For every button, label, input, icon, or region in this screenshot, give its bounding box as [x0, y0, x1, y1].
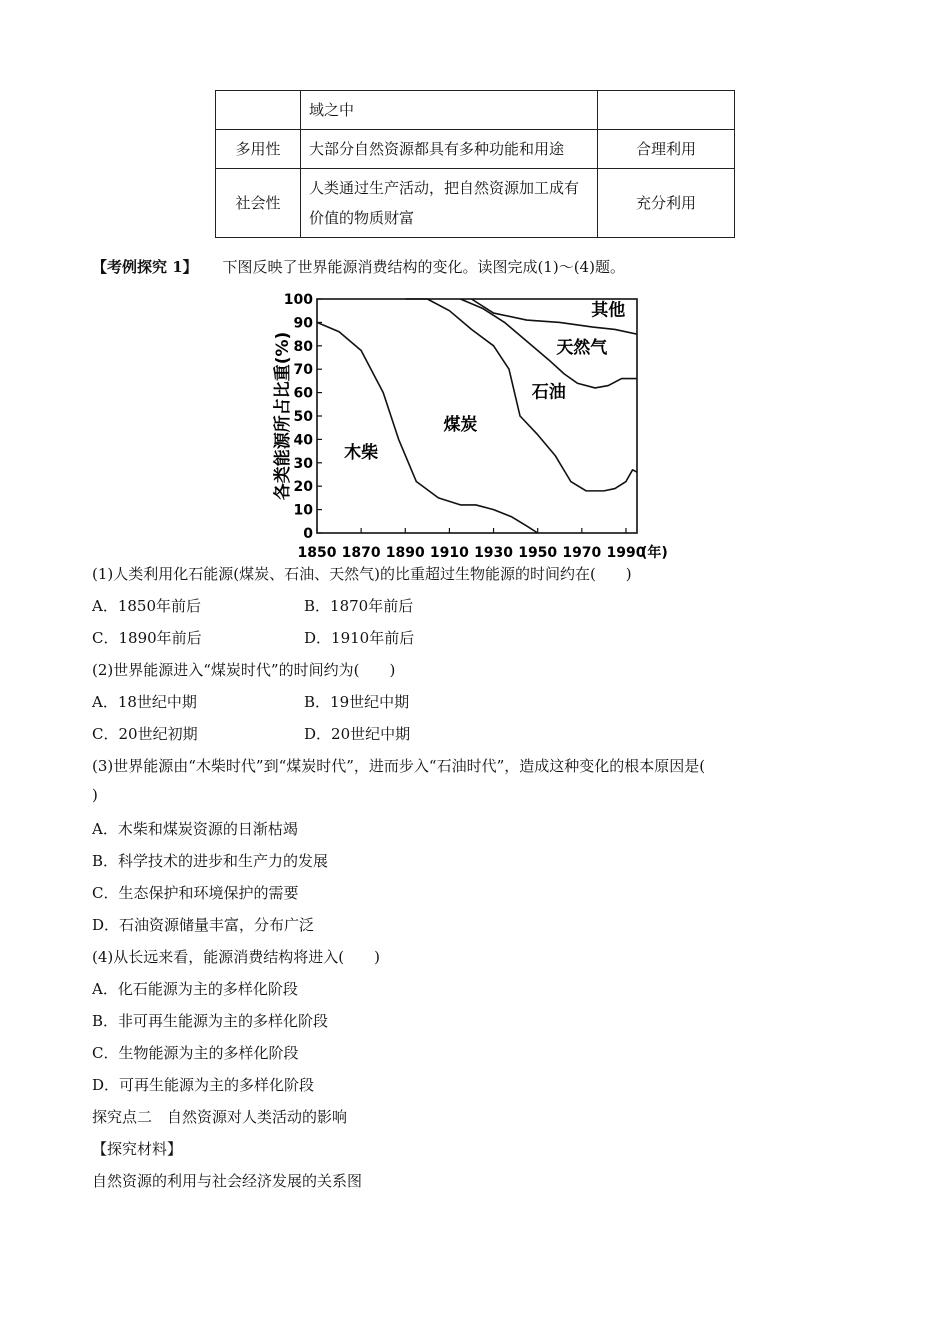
- table-row: [216, 91, 735, 130]
- q4-option-a: A．化石能源为主的多样化阶段: [92, 980, 298, 998]
- x-tick-label: 1950: [518, 545, 558, 561]
- x-tick-label: 1910: [429, 545, 469, 561]
- table-cell: [216, 91, 301, 130]
- q3-option-c: C．生态保护和环境保护的需要: [92, 884, 299, 902]
- y-tick-label: 10: [293, 502, 313, 519]
- q4-option-b: B．非可再生能源为主的多样化阶段: [92, 1012, 329, 1030]
- x-tick-label: 1970: [562, 545, 602, 561]
- y-tick-label: 0: [303, 526, 313, 542]
- q4-option-d: D．可再生能源为主的多样化阶段: [92, 1076, 315, 1094]
- q2-option-b: B．19世纪中期: [304, 693, 410, 711]
- question-4-stem: (4)从长远来看，能源消费结构将进入( ): [92, 948, 380, 966]
- y-tick-label: 80: [293, 338, 313, 355]
- table-cell: 多用性: [216, 130, 301, 169]
- x-axis-unit: (年): [641, 545, 668, 561]
- y-tick-label: 40: [293, 432, 313, 449]
- x-tick-label: 1890: [385, 545, 425, 561]
- boundary-curve: [317, 322, 538, 533]
- question-2-stem: (2)世界能源进入“煤炭时代”的时间约为( ): [92, 661, 396, 679]
- table-cell: 合理利用: [598, 130, 735, 169]
- table-cell: 社会性: [216, 169, 301, 238]
- y-tick-label: 20: [293, 479, 313, 496]
- x-tick-label: 1870: [341, 545, 381, 561]
- x-tick-label: 1990: [606, 545, 646, 561]
- question-3-stem: (3)世界能源由“木柴时代”到“煤炭时代”，进而步入“石油时代”，造成这种变化的根本原因是(: [92, 757, 706, 775]
- q1-option-c: C．1890年前后: [92, 629, 202, 647]
- y-tick-label: 100: [283, 292, 313, 308]
- q2-option-c: C．20世纪初期: [92, 725, 198, 743]
- table-row: [216, 169, 735, 238]
- x-tick-label: 1850: [297, 545, 337, 561]
- resource-property-table: [215, 90, 735, 238]
- q3-option-b: B．科学技术的进步和生产力的发展: [92, 852, 329, 870]
- q3-option-d: D．石油资源储量丰富，分布广泛: [92, 916, 315, 934]
- region-label: 天然气: [556, 337, 608, 358]
- region-label: 石油: [531, 382, 566, 403]
- example-text: 下图反映了世界能源消费结构的变化。读图完成(1)～(4)题。: [222, 258, 625, 276]
- table-cell: 充分利用: [598, 169, 735, 238]
- q1-option-a: A．1850年前后: [92, 597, 202, 615]
- region-label: 木柴: [344, 443, 379, 464]
- y-tick-label: 30: [293, 455, 313, 472]
- material-text: 自然资源的利用与社会经济发展的关系图: [92, 1172, 363, 1190]
- q4-option-c: C．生物能源为主的多样化阶段: [92, 1044, 299, 1062]
- y-tick-label: 90: [293, 315, 313, 332]
- table-cell: 大部分自然资源都具有多种功能和用途: [301, 130, 598, 169]
- example-label: 【考例探究 1】: [92, 258, 198, 276]
- y-axis-label: 各类能源所占比重(%): [273, 331, 293, 501]
- q1-option-b: B．1870年前后: [304, 597, 414, 615]
- table-cell: 人类通过生产活动，把自然资源加工成有价值的物质财富: [301, 169, 598, 238]
- material-label: 【探究材料】: [92, 1140, 183, 1158]
- table-row: [216, 130, 735, 169]
- y-tick-label: 60: [293, 385, 313, 402]
- y-tick-label: 70: [293, 362, 313, 379]
- example-heading: [92, 256, 625, 277]
- question-1-stem: (1)人类利用化石能源(煤炭、石油、天然气)的比重超过生物能源的时间约在( ): [92, 565, 632, 583]
- region-label: 煤炭: [443, 415, 478, 436]
- section-heading: 探究点二 自然资源对人类活动的影响: [92, 1108, 348, 1126]
- q1-option-d: D．1910年前后: [304, 629, 415, 647]
- y-tick-label: 50: [293, 409, 313, 425]
- table-cell: 域之中: [301, 91, 598, 130]
- table-cell: [598, 91, 735, 130]
- question-3-stem-end: ): [92, 786, 98, 804]
- q2-option-d: D．20世纪中期: [304, 725, 411, 743]
- q2-option-a: A．18世纪中期: [92, 693, 197, 711]
- energy-structure-chart: [268, 288, 688, 563]
- region-label: 其他: [591, 300, 626, 321]
- q3-option-a: A．木柴和煤炭资源的日渐枯竭: [92, 820, 298, 838]
- x-tick-label: 1930: [474, 545, 514, 561]
